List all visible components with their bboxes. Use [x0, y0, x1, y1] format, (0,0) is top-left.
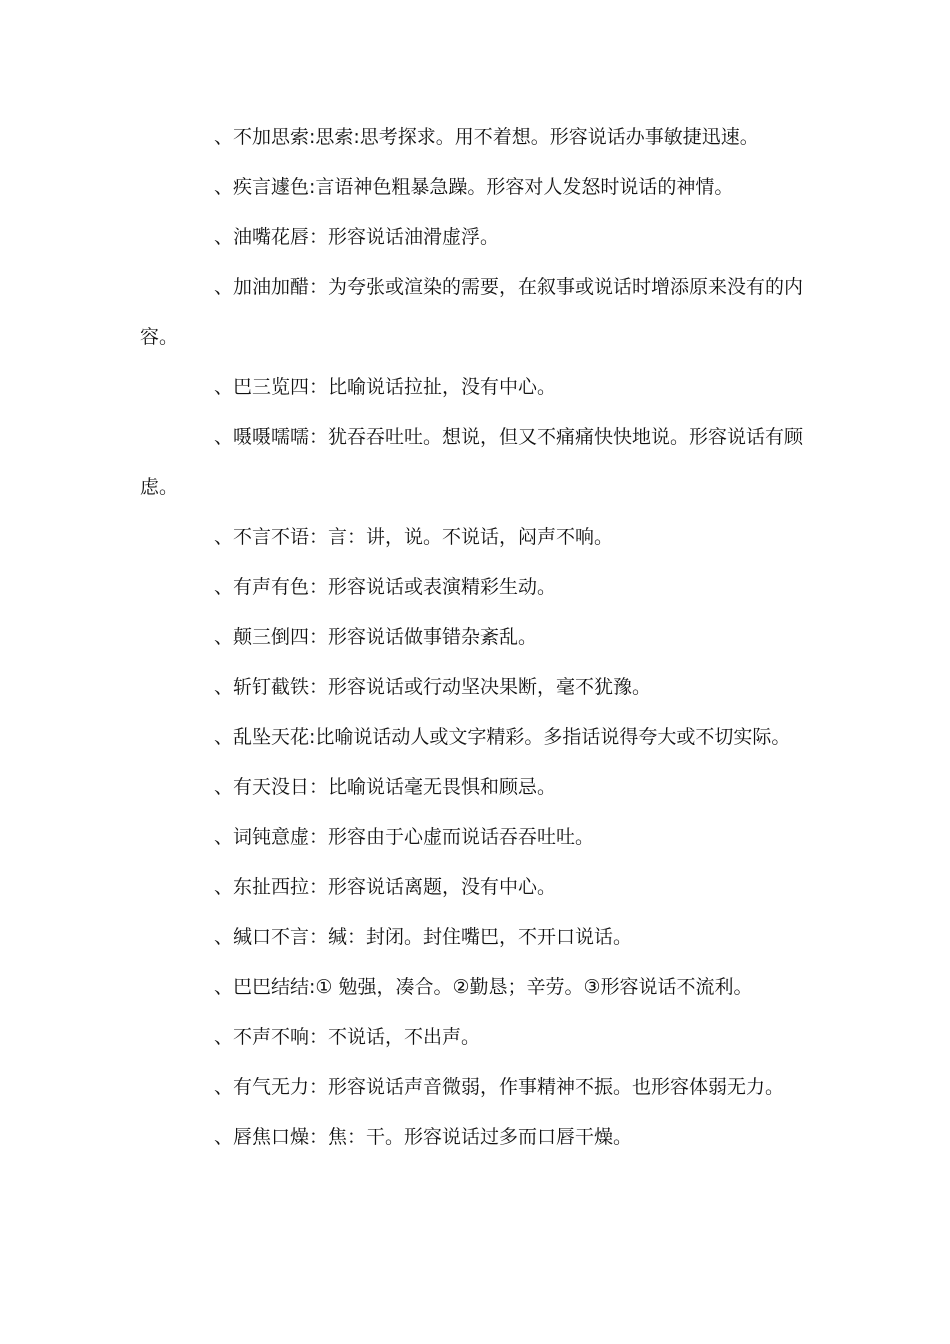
idiom-entry: 、有声有色：形容说话或表演精彩生动。 [214, 576, 557, 598]
idiom-entry: 、不声不响：不说话，不出声。 [214, 1026, 481, 1048]
idiom-entry: 、缄口不言：缄：封闭。封住嘴巴，不开口说话。 [214, 926, 633, 948]
idiom-entry: 、有天没日：比喻说话毫无畏惧和顾忌。 [214, 776, 557, 798]
idiom-entry: 、斩钉截铁：形容说话或行动坚决果断，毫不犹豫。 [214, 676, 652, 698]
idiom-entry: 、油嘴花唇：形容说话油滑虚浮。 [214, 226, 500, 248]
idiom-entry: 、加油加醋：为夸张或渲染的需要，在叙事或说话时增添原来没有的内容。 [140, 276, 804, 348]
idiom-entry: 、词钝意虚：形容由于心虚而说话吞吞吐吐。 [214, 826, 595, 848]
idiom-entry: 、不加思索:思索:思考探求。用不着想。形容说话办事敏捷迅速。 [214, 126, 759, 148]
idiom-entry: 、乱坠天花:比喻说话动人或文字精彩。多指话说得夸大或不切实际。 [214, 726, 791, 748]
idiom-list [140, 112, 830, 1162]
idiom-entry: 、巴三览四：比喻说话拉扯，没有中心。 [214, 376, 557, 398]
idiom-entry: 、不言不语：言：讲，说。不说话，闷声不响。 [214, 526, 614, 548]
idiom-entry: 、东扯西拉：形容说话离题，没有中心。 [214, 876, 557, 898]
idiom-entry: 、嗫嗫嚅嚅：犹吞吞吐吐。想说，但又不痛痛快快地说。形容说话有顾虑。 [140, 426, 804, 498]
idiom-entry: 、疾言遽色:言语神色粗暴急躁。形容对人发怒时说话的神情。 [214, 176, 734, 198]
idiom-entry: 、唇焦口燥：焦：干。形容说话过多而口唇干燥。 [214, 1126, 633, 1148]
idiom-entry: 、巴巴结结:① 勉强，凑合。②勤恳；辛劳。③形容说话不流利。 [214, 976, 753, 998]
idiom-entry: 、颠三倒四：形容说话做事错杂紊乱。 [214, 626, 538, 648]
idiom-entry: 、有气无力：形容说话声音微弱，作事精神不振。也形容体弱无力。 [214, 1076, 785, 1098]
